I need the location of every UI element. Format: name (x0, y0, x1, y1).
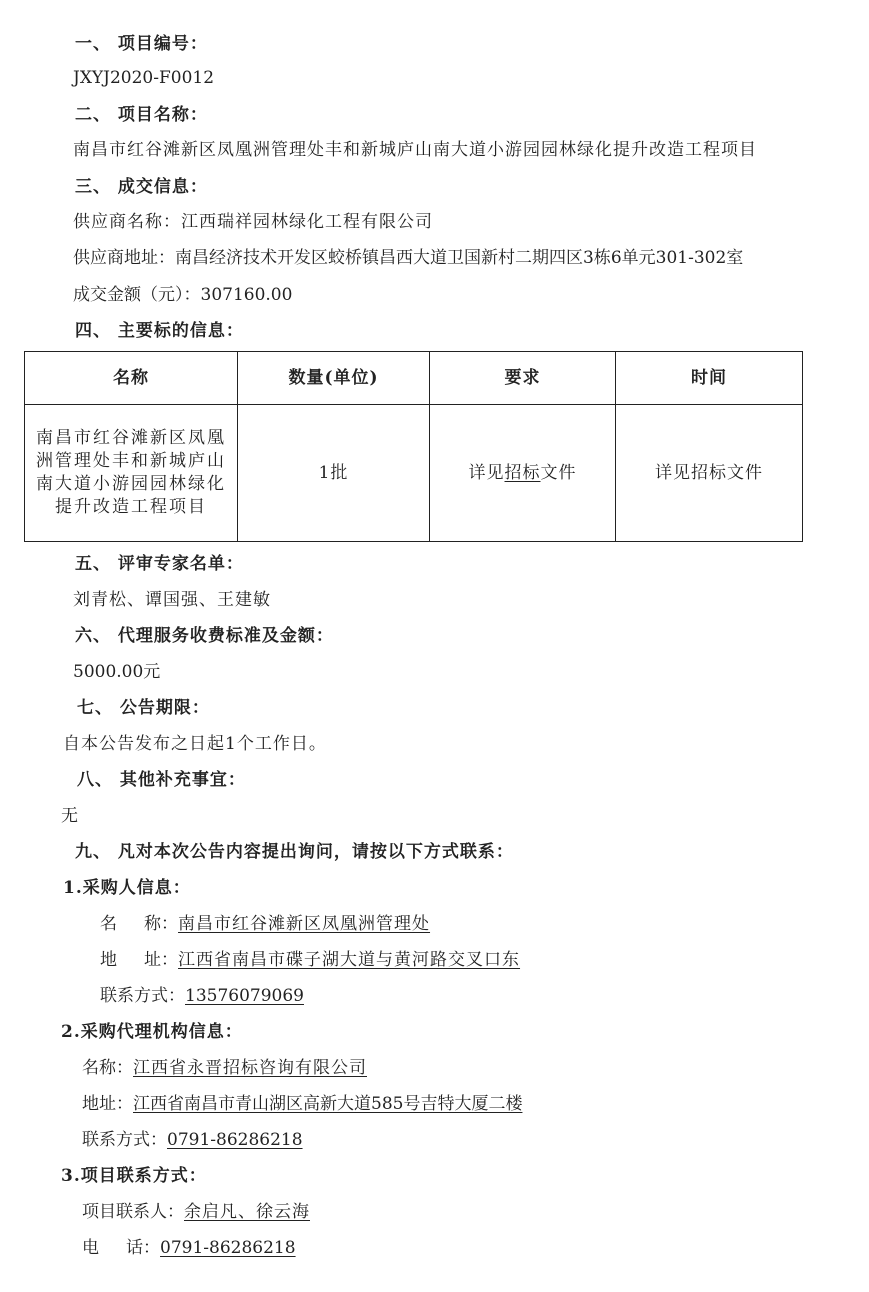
section-1-heading: 一、 项目编号： (75, 34, 208, 54)
agency-name: 江西省永晋招标咨询有限公司 (133, 1058, 367, 1078)
project-person-row (82, 1200, 310, 1224)
supplier-name: 江西瑞祥园林绿化工程有限公司 (181, 212, 433, 232)
table-row (25, 405, 803, 542)
agency-contact-label: 联系方式： (82, 1130, 167, 1150)
section-6-heading: 六、 代理服务收费标准及金额： (75, 626, 334, 646)
project-person-label: 项目联系人： (82, 1202, 184, 1222)
section-5-heading: 五、 评审专家名单： (75, 554, 244, 574)
project-phone: 0791-86286218 (160, 1238, 296, 1258)
agency-contact-row (82, 1128, 303, 1152)
project-phone-row (82, 1236, 296, 1260)
section-2-heading: 二、 项目名称： (75, 105, 208, 125)
section-9-heading: 九、 凡对本次公告内容提出询问，请按以下方式联系： (75, 842, 514, 862)
agency-address-row (82, 1092, 522, 1116)
other-matters: 无 (61, 806, 78, 826)
req-underlined: 招标 (504, 462, 541, 483)
section-7-heading: 七、 公告期限： (77, 698, 210, 718)
req-post: 文件 (540, 462, 577, 483)
col-header-requirement: 要求 (430, 352, 616, 405)
agency-contact: 0791-86286218 (167, 1130, 303, 1150)
supplier-name-label: 供应商名称： (73, 212, 181, 232)
agency-address-label: 地址： (82, 1094, 133, 1114)
project-person: 余启凡、徐云海 (184, 1202, 310, 1222)
agency-info-heading: 2.采购代理机构信息： (61, 1022, 243, 1042)
project-number: JXYJ2020-F0012 (73, 68, 215, 88)
deal-amount: 307160.00 (200, 285, 293, 305)
agency-name-label: 名称： (82, 1058, 133, 1078)
agency-address: 江西省南昌市青山湖区高新大道585号吉特大厦二楼 (133, 1094, 523, 1114)
deal-amount-label: 成交金额（元）： (73, 285, 201, 305)
table-header-row (25, 352, 803, 405)
buyer-address-label: 地 址： (100, 950, 179, 970)
notice-period: 自本公告发布之日起1个工作日。 (63, 734, 327, 754)
supplier-name-row (73, 210, 433, 234)
col-header-time: 时间 (616, 352, 803, 405)
deal-amount-row (73, 283, 292, 307)
bid-table (24, 351, 803, 542)
project-name: 南昌市红谷滩新区凤凰洲管理处丰和新城庐山南大道小游园园林绿化提升改造工程项目 (73, 140, 757, 160)
req-pre: 详见 (468, 462, 505, 483)
section-4-heading: 四、 主要标的信息： (75, 321, 244, 341)
project-contact-heading: 3.项目联系方式： (61, 1166, 207, 1186)
buyer-name-row (100, 912, 430, 936)
section-8-heading: 八、 其他补充事宜： (77, 770, 246, 790)
cell-name: 南昌市红谷滩新区凤凰洲管理处丰和新城庐山南大道小游园园林绿化提升改造工程项目 (25, 405, 238, 542)
expert-list: 刘青松、谭国强、王建敏 (73, 590, 271, 610)
buyer-address: 江西省南昌市碟子湖大道与黄河路交叉口东 (178, 950, 521, 970)
buyer-address-row (100, 948, 520, 972)
project-phone-label: 电 话： (82, 1238, 161, 1258)
buyer-name-label: 名 称： (100, 914, 179, 934)
agency-fee: 5000.00元 (73, 662, 161, 682)
supplier-address-row (73, 246, 743, 270)
buyer-name: 南昌市红谷滩新区凤凰洲管理处 (178, 914, 431, 934)
buyer-contact: 13576079069 (185, 986, 304, 1006)
col-header-qty: 数量(单位) (238, 352, 430, 405)
buyer-contact-label: 联系方式： (100, 986, 185, 1006)
cell-time: 详见招标文件 (616, 405, 803, 542)
supplier-address-label: 供应商地址： (73, 248, 175, 268)
cell-qty: 1批 (238, 405, 430, 542)
cell-requirement (430, 405, 616, 542)
buyer-contact-row (100, 984, 304, 1008)
agency-name-row (82, 1056, 367, 1080)
col-header-name: 名称 (25, 352, 238, 405)
section-3-heading: 三、 成交信息： (75, 177, 208, 197)
buyer-info-heading: 1.采购人信息： (63, 878, 191, 898)
supplier-address: 南昌经济技术开发区蛟桥镇昌西大道卫国新村二期四区3栋6单元301-302室 (175, 248, 744, 268)
